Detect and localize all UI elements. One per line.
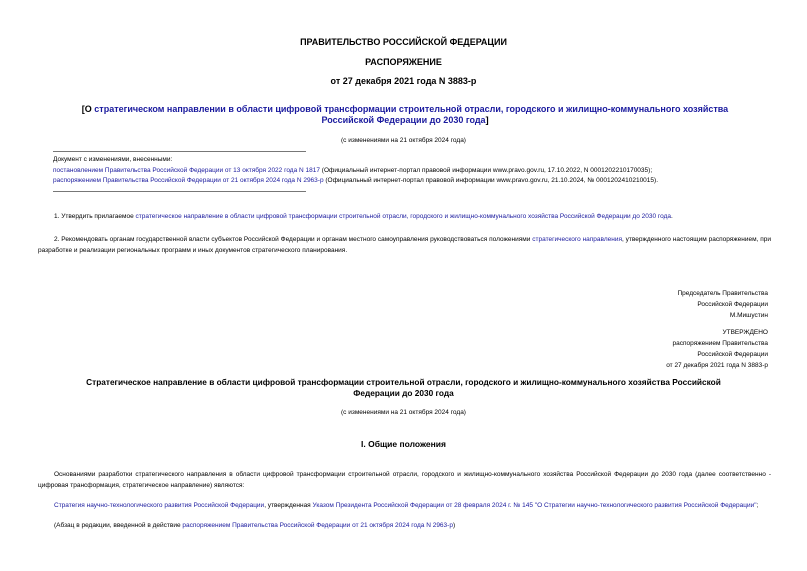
changes-intro: Документ с изменениями, внесенными: [53,156,173,163]
strategy-paragraph-2 [38,501,771,512]
approval-block [500,327,768,371]
strategy-p3-prefix: (Абзац в редакции, введенной в действие [54,522,183,529]
doc-type-heading: РАСПОРЯЖЕНИЕ [365,57,442,67]
changes-block [53,155,773,187]
strategy-paragraph-3 [54,522,771,529]
divider-bottom [53,191,306,192]
strategy-title [40,377,767,399]
signature-line-3: М.Мишустин [729,312,768,319]
date-number-heading: от 27 декабря 2021 года N 3883-р [330,76,477,86]
strategy-revision-note: (с изменениями на 21 октября 2024 года) [341,409,466,416]
strategy-title-line-1: Стратегическое направление в области цифровой трансформации строительной отрасли, городского и жилищно-коммунального хозяйства Российской [86,377,721,387]
change-rest-1: (Официальный интернет-портал правовой информации www.pravo.gov.ru, 17.10.2022, N 0001202210170035); [319,166,653,174]
section-title: I. Общие положения [361,439,446,449]
signature-line-2: Российской Федерации [697,301,768,308]
divider-top [53,151,306,152]
strategy-link-1[interactable]: Стратегия научно-технологического развития Российской Федерации [54,502,265,509]
p1-prefix: 1. Утвердить прилагаемое [54,213,136,220]
strategy-p2-suffix: ; [756,502,759,509]
p1-suffix: . [671,213,673,220]
approval-line-4: от 27 декабря 2021 года N 3883-р [666,362,768,369]
p2-prefix: 2. Рекомендовать органам государственной власти субъектов Российской Федерации и органам местного самоуправления руководствоваться положениями [54,236,533,243]
document-title [55,104,755,126]
strategy-paragraph-1: Основаниями разработки стратегического направления в области цифровой трансформации строительной отрасли, городского и жилищно-коммунального хозяйства Российской Федерации до 2030 года (далее соответственно - цифровая трансформация, стратегическое направление) являются: [38,471,771,489]
approval-line-3: Российской Федерации [697,351,768,358]
p2-suffix: , утвержденного настоящим распоряжением, при разработке и реализации региональных программ и иных документов стратегического планирования. [38,236,771,254]
change-rest-2: (Официальный интернет-портал правовой информации www.pravo.gov.ru, 21.10.2024, № 0001202410210015). [323,177,658,184]
strategy-p2-mid: , утвержденная [264,502,313,509]
signature-block [500,288,768,321]
strategy-link-2[interactable]: Указом Президента Российской Федерации от 28 февраля 2024 г. № 145 "О Стратегии научно-технологического развития Российской Федерации" [312,502,757,509]
government-heading: ПРАВИТЕЛЬСТВО РОССИЙСКОЙ ФЕДЕРАЦИИ [300,37,507,47]
strategy-p3-suffix: ) [452,522,456,529]
changes-line-2 [53,176,773,187]
p2-link[interactable]: стратегического направления [532,236,622,243]
paragraph-1 [38,213,771,220]
paragraph-2 [38,235,771,256]
approval-line-1: УТВЕРЖДЕНО [722,329,768,336]
title-bracket-open: [О [81,104,95,114]
strategy-title-line-2: Федерации до 2030 года [353,388,454,398]
p1-link[interactable]: стратегическое направление в области цифровой трансформации строительной отрасли, городского и жилищно-коммунального хозяйства Российской Федерации до 2030 года [135,213,671,220]
title-link[interactable]: стратегическом направлении в области цифровой трансформации строительной отрасли, городского и жилищно-коммунального хозяйства Российской Федерации до 2030 года [94,104,729,125]
revision-note: (с изменениями на 21 октября 2024 года) [341,137,466,144]
title-bracket-close: ] [485,115,489,125]
approval-line-2: распоряжением Правительства [672,340,768,347]
changes-line-1 [53,166,773,177]
change-link-1[interactable]: постановлением Правительства Российской Федерации от 13 октября 2022 года N 1817 [53,166,320,174]
strategy-link-3[interactable]: распоряжением Правительства Российской Федерации от 21 октября 2024 года N 2963-р [182,522,453,529]
change-link-2[interactable]: распоряжением Правительства Российской Федерации от 21 октября 2024 года N 2963-р [53,177,324,184]
signature-line-1: Председатель Правительства [677,290,768,297]
